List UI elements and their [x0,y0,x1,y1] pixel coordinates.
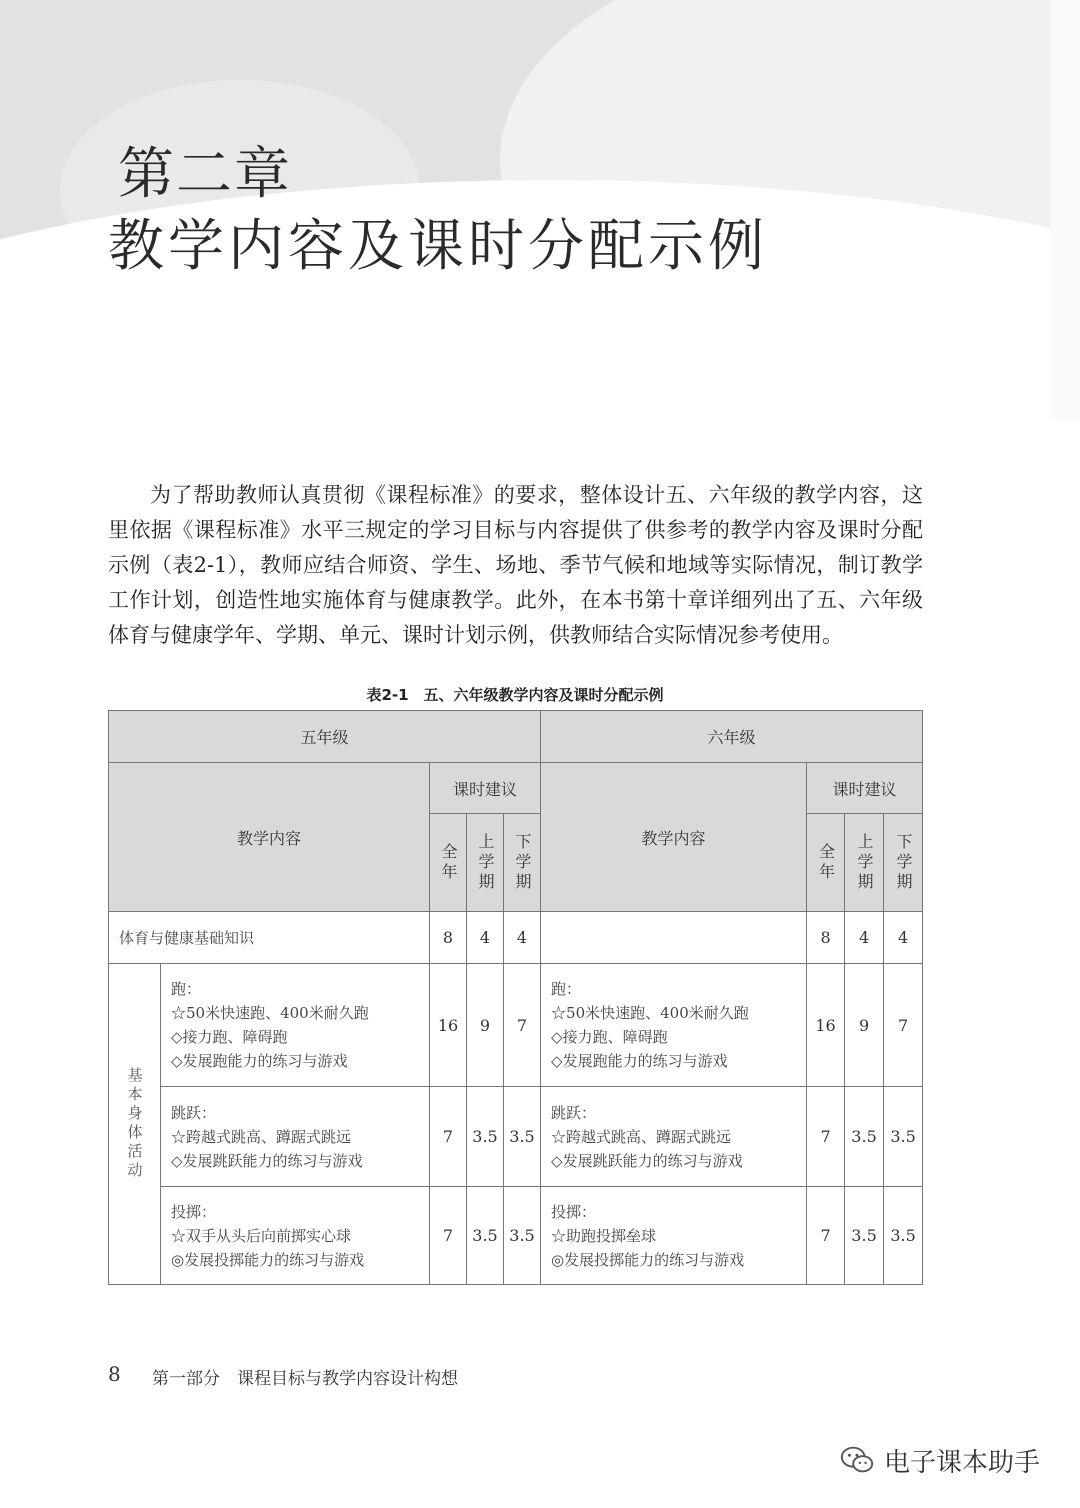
grade5-full-year: 全年 [439,842,458,883]
page-number: 8 [108,1362,121,1386]
table-cell: 3.5 [845,1087,884,1187]
item-line: ☆助跑投掷垒球 [551,1226,657,1245]
chapter-number: 第二章 [118,142,292,207]
grade5-second-term: 下学期 [513,832,533,893]
table-cell: 3.5 [467,1187,504,1285]
table-cell: 7 [504,964,541,1087]
running-footer: 第一部分 课程目标与教学内容设计构想 [152,1369,458,1389]
table-row [109,1187,923,1285]
table-cell: 8 [807,912,845,964]
content-hours-table [108,710,923,1285]
item-line: ◎发展投掷能力的练习与游戏 [551,1250,745,1269]
grade6-content-header: 教学内容 [541,763,807,912]
table-cell: 4 [467,912,504,964]
grade5-content-header: 教学内容 [109,763,430,912]
table-cell: 7 [430,1187,467,1285]
table-cell: 3.5 [845,1187,884,1285]
table-cell: 7 [807,1187,845,1285]
table-row [109,1087,923,1187]
item-line: 投掷： [171,1202,217,1221]
table-cell: 3.5 [884,1087,923,1187]
wechat-icon [838,1441,876,1479]
table-cell: 7 [430,1087,467,1187]
item-line: ☆双手从头后向前掷实心球 [171,1226,352,1245]
item-line: ☆跨越式跳高、蹲踞式跳远 [551,1127,732,1146]
table-cell: 3.5 [504,1187,541,1285]
item-line: 跑： [171,980,202,998]
item-line: ☆50米快速跑、400米耐久跑 [171,1004,369,1022]
table-cell: 8 [430,912,467,964]
table-cell: 3.5 [504,1087,541,1187]
item-line: ◇接力跑、障碍跑 [171,1028,288,1046]
item-line: 跳跃： [551,1103,597,1122]
item-line: 投掷： [551,1202,597,1221]
table-cell: 4 [845,912,884,964]
table-cell: 16 [430,964,467,1087]
grade6-second-term: 下学期 [894,832,914,893]
chapter-title: 教学内容及课时分配示例 [108,214,768,279]
table-cell: 3.5 [467,1087,504,1187]
table-caption: 表2-1 五、六年级教学内容及课时分配示例 [366,686,664,704]
item-line: ◎发展投掷能力的练习与游戏 [171,1250,365,1269]
item-line: 跳跃： [171,1103,217,1122]
grade6-full-year: 全年 [816,842,836,883]
item-line: ◇接力跑、障碍跑 [551,1028,668,1046]
table-cell: 9 [845,964,884,1087]
grade6-first-term: 上学期 [855,832,875,893]
table-cell: 3.5 [884,1187,923,1285]
item-line: ◇发展跳跃能力的练习与游戏 [171,1151,363,1170]
item-line: ☆跨越式跳高、蹲踞式跳远 [171,1127,352,1146]
basic-knowledge-label: 体育与健康基础知识 [109,912,430,964]
basic-knowledge-g6-label [541,912,807,964]
category-label: 基本身体活动 [125,1067,144,1181]
table-cell: 4 [504,912,541,964]
grade6-header: 六年级 [541,711,923,763]
table-cell: 7 [884,964,923,1087]
table-cell: 7 [807,1087,845,1187]
item-line: 跑： [551,980,582,998]
account-watermark [838,1441,1040,1479]
table-cell: 16 [807,964,845,1087]
item-line: ◇发展跑能力的练习与游戏 [551,1052,728,1070]
table-row [109,964,923,1087]
intro-paragraph: 为了帮助教师认真贯彻《课程标准》的要求，整体设计五、六年级的教学内容，这里依据《课程标准》水平三规定的学习目标与内容提供了供参考的教学内容及课时分配示例（表2-1），教师应结合师资、学生、场地、季节气候和地域等实际情况，制订教学工作计划，创造性地实施体育与健康教学。此外，在本书第十章详细列出了五、六年级体育与健康学年、学期、单元、课时计划示例，供教师结合实际情况参考使用。 [108,483,923,647]
item-line: ☆50米快速跑、400米耐久跑 [551,1004,749,1022]
grade6-hours-header: 课时建议 [807,763,923,814]
item-line: ◇发展跑能力的练习与游戏 [171,1052,348,1070]
watermark-text: 电子课本助手 [884,1447,1041,1478]
item-line: ◇发展跳跃能力的练习与游戏 [551,1151,743,1170]
grade5-header: 五年级 [109,711,541,763]
grade5-hours-header: 课时建议 [430,763,541,814]
table-cell: 4 [884,912,923,964]
table-cell: 9 [467,964,504,1087]
grade5-first-term: 上学期 [476,832,495,893]
